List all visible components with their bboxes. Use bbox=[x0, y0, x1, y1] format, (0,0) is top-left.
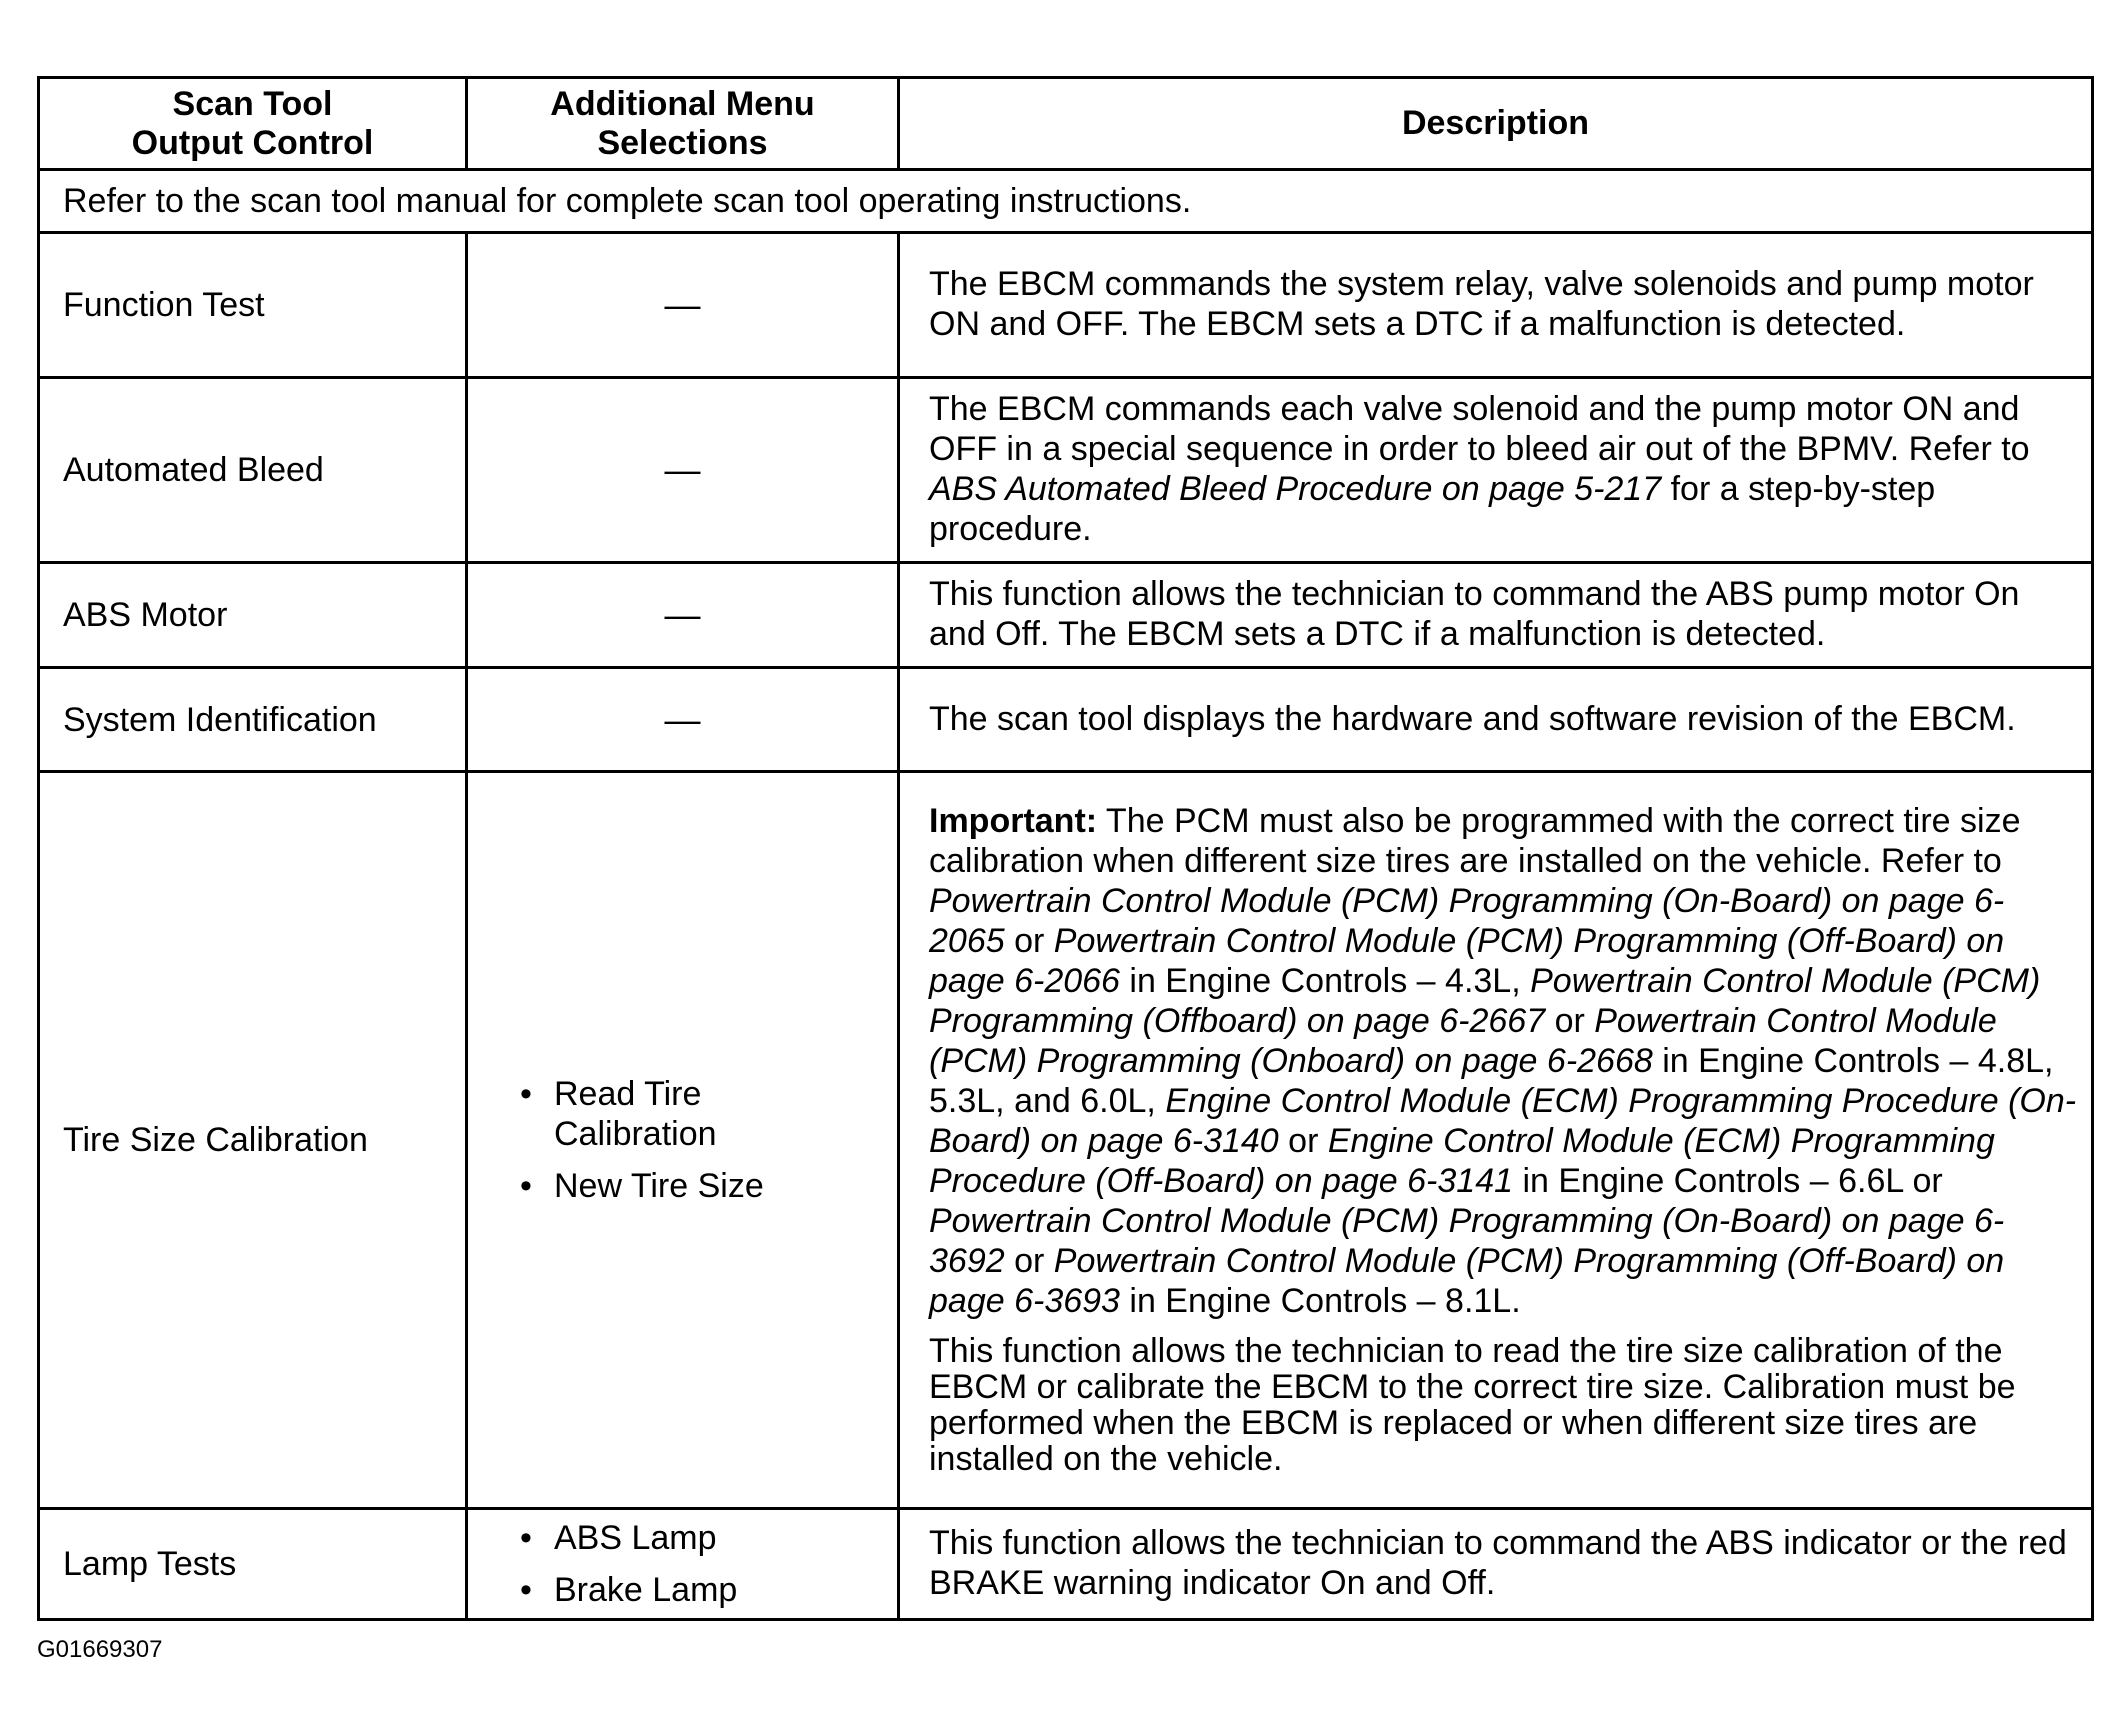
header-description: Description bbox=[899, 78, 2093, 170]
header-output-control-line2: Output Control bbox=[131, 123, 374, 162]
table-row bbox=[39, 1509, 2093, 1620]
important-note bbox=[929, 801, 2077, 1321]
procedure-reference: Powertrain Control Module (PCM) Programming (Offboard) on page 6-2667 bbox=[929, 962, 2041, 1040]
row-name: Automated Bleed bbox=[39, 378, 467, 563]
header-menu-selections bbox=[467, 78, 899, 170]
description-segment: or bbox=[1004, 1242, 1054, 1280]
row-selection: — bbox=[467, 378, 899, 563]
important-label: Important: bbox=[929, 802, 1098, 840]
row-description bbox=[899, 233, 2093, 378]
description-segment: or bbox=[1545, 1002, 1595, 1040]
list-item: • ABS Lamp bbox=[520, 1518, 897, 1558]
list-item: • Read Tire Calibration bbox=[520, 1074, 744, 1154]
description-segment: in Engine Controls – 4.3L, bbox=[1119, 962, 1531, 1000]
procedure-reference: Powertrain Control Module (PCM) Programming (On-Board) on page 6-3692 bbox=[929, 1202, 2005, 1280]
row-name: System Identification bbox=[39, 668, 467, 772]
list-item: • Brake Lamp bbox=[520, 1570, 897, 1610]
row-selections bbox=[467, 772, 899, 1509]
table-row bbox=[39, 233, 2093, 378]
figure-id: G01669307 bbox=[37, 1636, 163, 1663]
table-row bbox=[39, 772, 2093, 1509]
note-text: Refer to the scan tool manual for complete scan tool operating instructions. bbox=[39, 170, 2093, 233]
row-description bbox=[899, 772, 2093, 1509]
selection-list bbox=[468, 1074, 897, 1206]
selection-list bbox=[468, 1518, 897, 1610]
description-segment: The EBCM commands each valve solenoid and the pump motor ON and OFF in a special sequence in order to bleed air out of the BPMV. Refer to bbox=[929, 390, 2030, 468]
row-description bbox=[899, 668, 2093, 772]
table-row bbox=[39, 668, 2093, 772]
procedure-reference: Powertrain Control Module (PCM) Programming (Off-Board) on page 6-3693 bbox=[929, 1242, 2005, 1320]
row-name: Lamp Tests bbox=[39, 1509, 467, 1620]
row-name: ABS Motor bbox=[39, 563, 467, 668]
row-description bbox=[899, 1509, 2093, 1620]
output-control-table bbox=[37, 76, 2094, 1621]
description-segment: in Engine Controls – 4.8L, 5.3L, and 6.0L, bbox=[929, 1042, 2054, 1120]
description-text: This function allows the technician to read the tire size calibration of the EBCM or calibrate the EBCM to the correct tire size. Calibration must be performed when the EBCM is replaced or when different size tires are installed on the vehicle. bbox=[929, 1332, 2016, 1478]
row-selection: — bbox=[467, 233, 899, 378]
description-segment: or bbox=[1278, 1122, 1328, 1160]
output-control-table-container bbox=[37, 76, 2091, 1621]
procedure-reference: Engine Control Module (ECM) Programming Procedure (Off-Board) on page 6-3141 bbox=[929, 1122, 1995, 1200]
row-selections bbox=[467, 1509, 899, 1620]
description-text bbox=[929, 389, 2077, 549]
description-segment: The PCM must also be programmed with the correct tire size calibration when different size tires are installed on the vehicle. Refer to bbox=[929, 802, 2021, 880]
procedure-reference: Powertrain Control Module (PCM) Programming (Off-Board) on page 6-2066 bbox=[929, 922, 2005, 1000]
row-description bbox=[899, 378, 2093, 563]
header-output-control bbox=[39, 78, 467, 170]
description-segment: in Engine Controls – 8.1L. bbox=[1119, 1282, 1521, 1320]
header-menu-selections-line1: Additional Menu bbox=[550, 84, 815, 123]
procedure-reference: ABS Automated Bleed Procedure on page 5-217 bbox=[929, 470, 1662, 508]
row-name: Tire Size Calibration bbox=[39, 772, 467, 1509]
procedure-reference: Powertrain Control Module (PCM) Programming (On-Board) on page 6-2065 bbox=[929, 882, 2005, 960]
table-row bbox=[39, 378, 2093, 563]
description-text: The scan tool displays the hardware and software revision of the EBCM. bbox=[929, 699, 2016, 738]
header-menu-selections-line2: Selections bbox=[597, 123, 768, 162]
list-item: • New Tire Size bbox=[520, 1166, 897, 1206]
note-row bbox=[39, 170, 2093, 233]
description-text: This function allows the technician to command the ABS indicator or the red BRAKE warning indicator On and Off. bbox=[929, 1524, 2067, 1602]
description-segment: or bbox=[1004, 922, 1054, 960]
row-description bbox=[899, 563, 2093, 668]
row-name: Function Test bbox=[39, 233, 467, 378]
description-text: This function allows the technician to command the ABS pump motor On and Off. The EBCM sets a DTC if a malfunction is detected. bbox=[929, 575, 2020, 653]
description-segment: in Engine Controls – 6.6L or bbox=[1513, 1162, 1943, 1200]
procedure-reference: Powertrain Control Module (PCM) Programming (Onboard) on page 6-2668 bbox=[929, 1002, 1997, 1080]
header-row bbox=[39, 78, 2093, 170]
row-selection: — bbox=[467, 563, 899, 668]
procedure-reference: Engine Control Module (ECM) Programming Procedure (On-Board) on page 6-3140 bbox=[929, 1082, 2077, 1160]
header-output-control-line1: Scan Tool bbox=[172, 84, 333, 123]
description-text: The EBCM commands the system relay, valve solenoids and pump motor ON and OFF. The EBCM sets a DTC if a malfunction is detected. bbox=[929, 265, 2034, 343]
description-segment: for a step-by-step procedure. bbox=[929, 470, 1936, 548]
row-selection: — bbox=[467, 668, 899, 772]
table-row bbox=[39, 563, 2093, 668]
